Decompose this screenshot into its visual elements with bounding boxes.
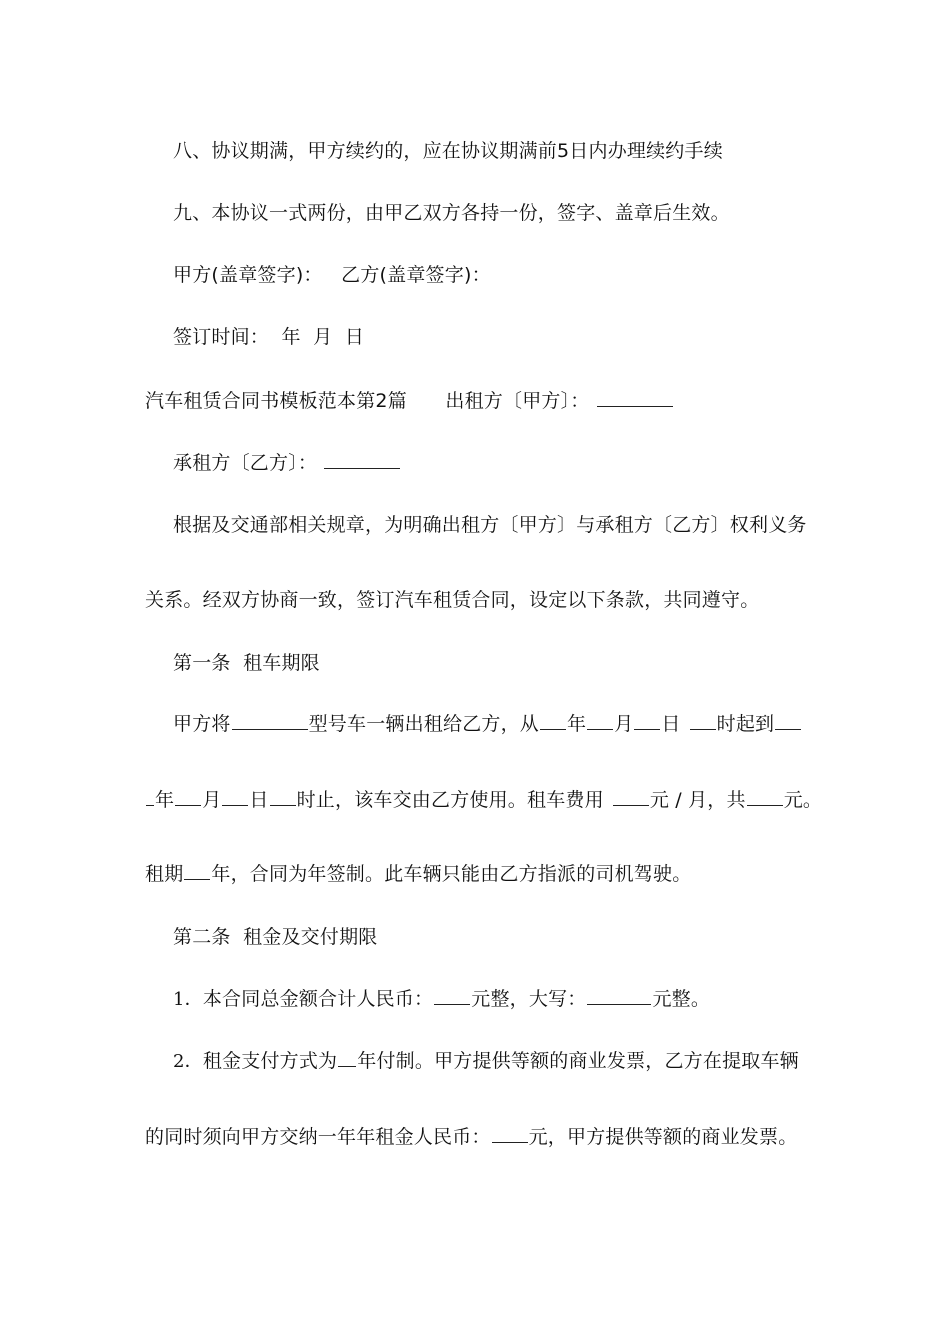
clause-9: 九、本协议一式两份，由甲乙双方各持一份，签字、盖章后生效。 xyxy=(173,202,730,224)
lessee-label: 承租方〔乙方〕： xyxy=(173,452,318,474)
annual-rent-blank xyxy=(492,1124,528,1143)
end-hour-blank xyxy=(270,787,296,806)
monthly-fee-blank xyxy=(613,787,649,806)
section-title-line xyxy=(145,388,674,414)
end-year-blank-b xyxy=(146,787,154,806)
signing-date-line: 签订时间： 年 月 日 xyxy=(173,326,365,348)
article-1-heading: 第一条 租车期限 xyxy=(173,652,320,674)
clause-8: 八、协议期满，甲方续约的，应在协议期满前5日内办理续约手续 xyxy=(173,140,723,162)
car-model-blank xyxy=(232,711,308,730)
preamble-line-2: 关系。经双方协商一致，签订汽车租赁合同，设定以下条款，共同遵守。 xyxy=(145,589,760,611)
lease-years-blank xyxy=(184,861,210,880)
signature-line xyxy=(173,262,491,288)
lessee-line xyxy=(173,450,401,476)
article-2-heading: 第二条 租金及交付期限 xyxy=(173,926,378,948)
article-2-item-2-line-2: 的同时须向甲方交纳一年年租金人民币： 元，甲方提供等额的商业发票。 xyxy=(145,1126,798,1148)
end-day-blank xyxy=(222,787,248,806)
total-amount-blank xyxy=(434,986,470,1005)
end-year-blank-a xyxy=(775,711,801,730)
payment-years-blank xyxy=(338,1048,356,1067)
article-2-item-2-line-1: 2．租金支付方式为 年付制。甲方提供等额的商业发票，乙方在提取车辆 xyxy=(173,1050,799,1072)
start-month-blank xyxy=(587,711,613,730)
article-1-line-2: 年 月 日 时止，该车交由乙方使用。租车费用 元 / 月，共 元。 xyxy=(145,787,822,813)
preamble-line-1: 根据及交通部相关规章，为明确出租方〔甲方〕与承租方〔乙方〕权利义务 xyxy=(173,514,807,536)
lessor-label: 出租方〔甲方〕： xyxy=(445,390,590,412)
start-day-blank xyxy=(634,711,660,730)
start-hour-blank xyxy=(690,711,716,730)
party-a-signature-label: 甲方(盖章签字)： xyxy=(173,264,323,286)
article-1-line-1: 甲方将 型号车一辆出租给乙方，从 年 月 日 时起到 xyxy=(173,711,802,737)
end-month-blank xyxy=(175,787,201,806)
article-2-item-1: 1．本合同总金额合计人民币： 元整，大写： 元整。 xyxy=(173,988,711,1010)
section-title: 汽车租赁合同书模板范本第2篇 xyxy=(145,390,407,412)
total-fee-blank xyxy=(747,787,783,806)
start-year-blank xyxy=(540,711,566,730)
party-b-signature-label: 乙方(盖章签字)： xyxy=(341,264,491,286)
lessor-blank xyxy=(597,388,673,407)
lessee-blank xyxy=(324,450,400,469)
amount-in-words-blank xyxy=(587,986,651,1005)
article-1-line-3: 租期 年，合同为年签制。此车辆只能由乙方指派的司机驾驶。 xyxy=(145,863,692,885)
